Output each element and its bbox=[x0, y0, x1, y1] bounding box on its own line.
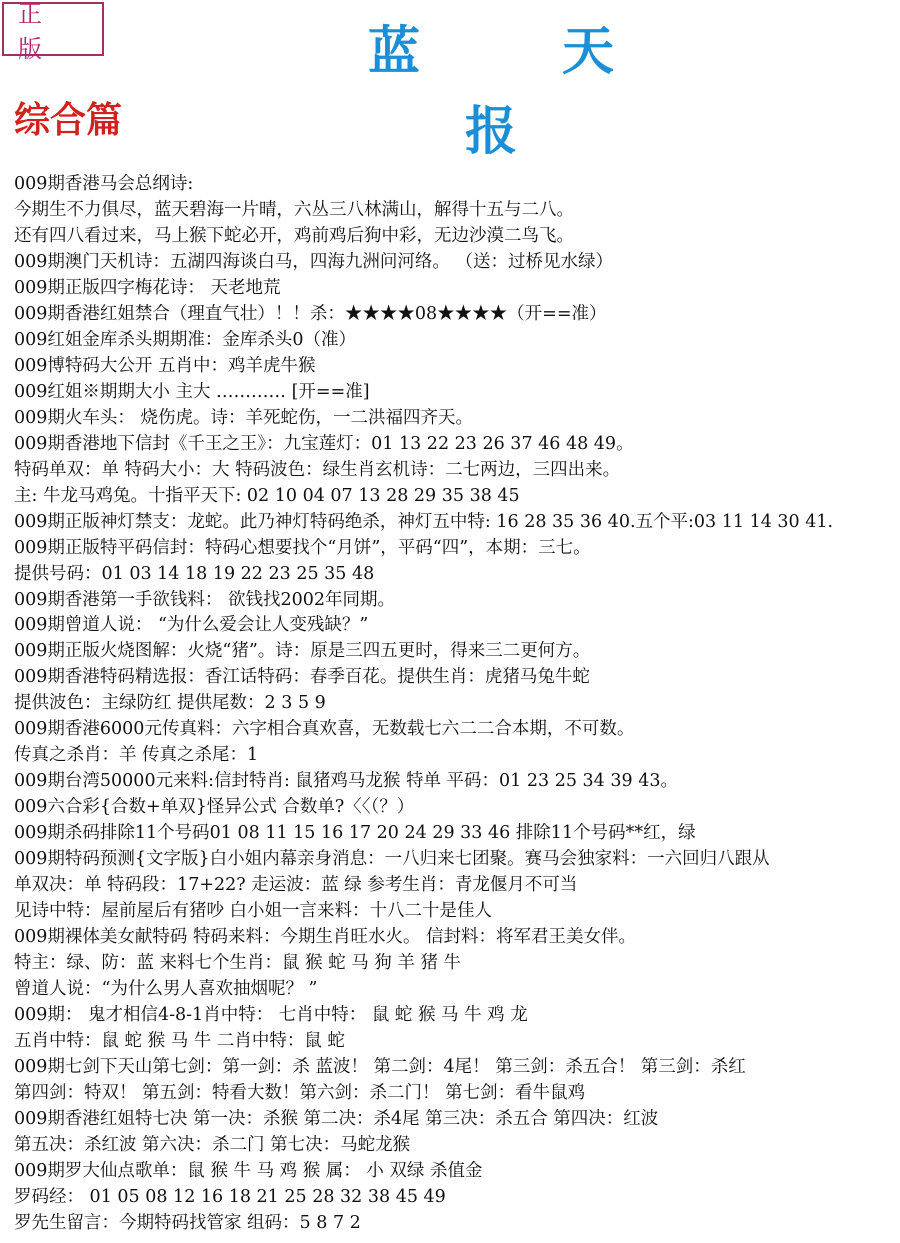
content-line: 提供号码：01 03 14 18 19 22 23 25 35 48 bbox=[14, 563, 375, 584]
content-line: 009期火车头： 烧伤虎。诗：羊死蛇伤，一二洪福四齐天。 bbox=[14, 407, 473, 428]
content-line: 009期正版四字梅花诗： 天老地荒 bbox=[14, 277, 281, 298]
content-line: 009期香港红姐禁合（理直气壮）！！杀：★★★★08★★★★（开==准） bbox=[14, 303, 607, 324]
content-line: 009期香港马会总纲诗: bbox=[14, 174, 194, 194]
content-lines bbox=[14, 172, 898, 1237]
content-line: 特主：绿、防：蓝 来料七个生肖：鼠 猴 蛇 马 狗 羊 猪 牛 bbox=[14, 953, 462, 974]
content-line: 曾道人说：“为什么男人喜欢抽烟呢？ ” bbox=[14, 979, 318, 1000]
edition-badge: 正 版 bbox=[2, 2, 104, 56]
content-line: 五肖中特：鼠 蛇 猴 马 牛 二肖中特：鼠 蛇 bbox=[14, 1030, 345, 1051]
content-line: 009红姐金库杀头期期准：金库杀头0（准） bbox=[14, 329, 357, 350]
content-line: 009期杀码排除11个号码01 08 11 15 16 17 20 24 29 33 46 排除11个号码**红，绿 bbox=[14, 823, 696, 844]
content-line: 009期曾道人说： “为什么爱会让人变残缺？” bbox=[14, 615, 369, 636]
content-line: 009期香港第一手欲钱料： 欲钱找2002年同期。 bbox=[14, 589, 395, 610]
content-line: 009期七剑下天山第七剑：第一剑：杀 蓝波！ 第二剑：4尾！ 第三剑：杀五合！ 第三剑：杀红 bbox=[14, 1056, 746, 1077]
content-line: 009期香港红姐特七决 第一决：杀猴 第二决：杀4尾 第三决：杀五合 第四决：红波 bbox=[14, 1108, 659, 1129]
content-line: 009期香港特码精选报：香江话特码：春季百花。提供生肖：虎猪马兔牛蛇 bbox=[14, 667, 590, 688]
content-line: 特码单双：单 特码大小：大 特码波色：绿生肖玄机诗：二七两边，三四出来。 bbox=[14, 459, 621, 480]
content-line: 第五决：杀红波 第六决：杀二门 第七决：马蛇龙猴 bbox=[14, 1134, 411, 1155]
content-line: 009期正版火烧图解：火烧“猪”。诗：原是三四五更时，得来三二更何方。 bbox=[14, 641, 591, 662]
content-line: 提供波色：主绿防红 提供尾数：2 3 5 9 bbox=[14, 693, 326, 714]
content-line: 009红姐※期期大小 主大 ………… [开==准] bbox=[14, 381, 370, 402]
content-line: 009期香港6000元传真料：六字相合真欢喜，无数载七六二二合本期，不可数。 bbox=[14, 719, 635, 740]
content-line: 009期正版特平码信封：特码心想要找个“月饼”，平码“四”，本期：三七。 bbox=[14, 537, 591, 558]
content-line: 还有四八看过来，马上猴下蛇必开，鸡前鸡后狗中彩，无边沙漠二鸟飞。 bbox=[14, 225, 574, 246]
content-line: 主: 牛龙马鸡兔。十指平天下: 02 10 04 07 13 28 29 35 38 45 bbox=[14, 485, 520, 506]
content-line: 009博特码大公开 五肖中：鸡羊虎牛猴 bbox=[14, 355, 316, 376]
section-title: 综合篇 bbox=[14, 99, 123, 141]
content-line: 009期正版神灯禁支：龙蛇。此乃神灯特码绝杀，神灯五中特: 16 28 35 36 40.五个平:03 11 14 30 41. bbox=[14, 511, 834, 532]
content-line: 今期生不力俱尽，蓝天碧海一片晴，六丛三八林满山，解得十五与二八。 bbox=[14, 199, 574, 220]
content-line: 009期香港地下信封《千王之王》：九宝莲灯：01 13 22 23 26 37 46 48 49。 bbox=[14, 433, 634, 454]
content-line: 罗码经： 01 05 08 12 16 18 21 25 28 32 38 45 49 bbox=[14, 1186, 446, 1207]
content-line: 009期裸体美女献特码 特码来料：今期生肖旺水火。 信封料：将军君王美女伴。 bbox=[14, 927, 637, 948]
content-line: 009期澳门天机诗：五湖四海谈白马，四海九洲问河络。 （送：过桥见水绿） bbox=[14, 251, 613, 272]
content-line: 009期罗大仙点歌单：鼠 猴 牛 马 鸡 猴 属： 小 双绿 杀值金 bbox=[14, 1160, 483, 1181]
content-line: 单双决：单 特码段：17+22? 走运波：蓝 绿 参考生肖：青龙偃月不可当 bbox=[14, 875, 578, 896]
content-line: 传真之杀肖：羊 传真之杀尾：1 bbox=[14, 745, 259, 766]
content-line: 见诗中特：屋前屋后有猪吵 白小姐一言来料：十八二十是佳人 bbox=[14, 901, 493, 922]
content-line: 罗先生留言：今期特码找管家 组码：5 8 7 2 bbox=[14, 1212, 361, 1233]
newspaper-title: 蓝 天 报 bbox=[367, 21, 677, 162]
content-line: 第四剑：特双！ 第五剑：特看大数！第六剑：杀二门！ 第七剑：看牛鼠鸡 bbox=[14, 1082, 586, 1103]
content-line: 009期： 鬼才相信4-8-1肖中特： 七肖中特： 鼠 蛇 猴 马 牛 鸡 龙 bbox=[14, 1005, 528, 1025]
content-line: 009六合彩{合数+单双}怪异公式 合数单?〈〈（？） bbox=[14, 797, 415, 818]
content-line: 009期特码预测{文字版}白小姐内幕亲身消息：一八归来七团聚。赛马会独家料：一六回归八跟从 bbox=[14, 849, 770, 870]
content-line: 009期台湾50000元来料:信封特肖: 鼠猪鸡马龙猴 特单 平码：01 23 25 34 39 43。 bbox=[14, 771, 678, 792]
